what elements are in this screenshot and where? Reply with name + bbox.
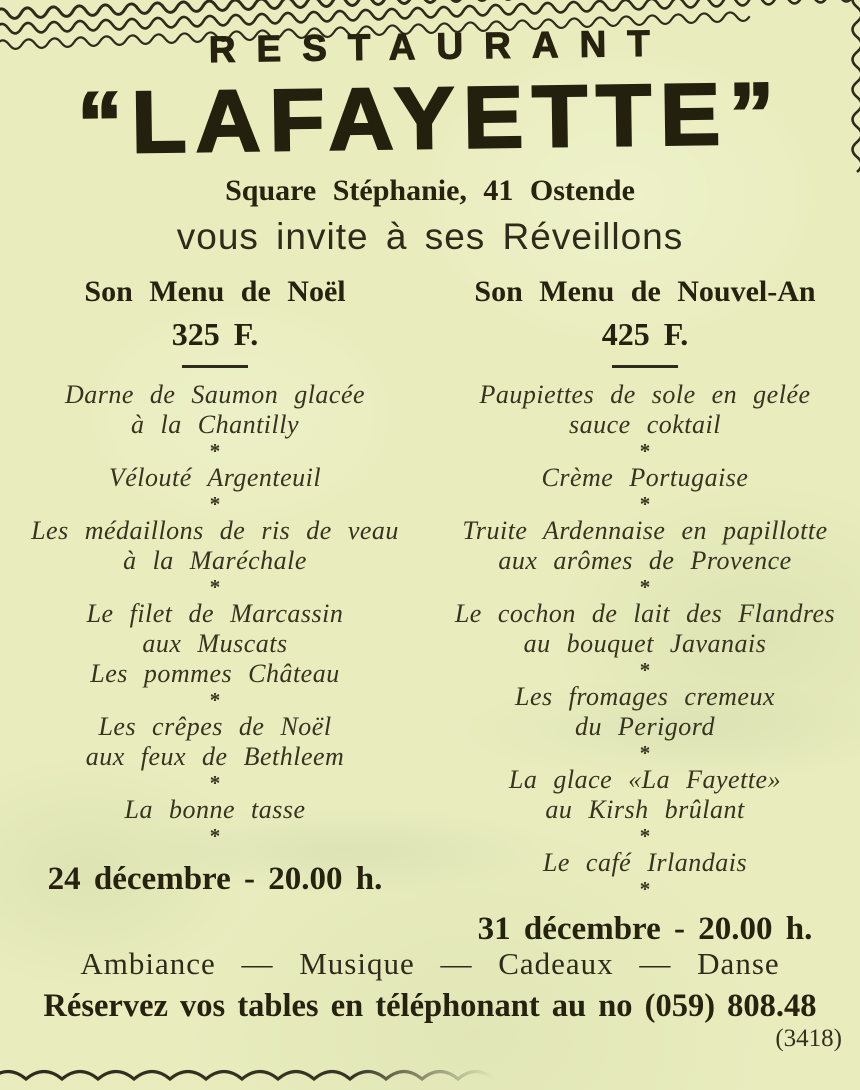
dish-line: aux feux de Bethleem	[85, 742, 345, 771]
menu-nouvel-an	[430, 274, 860, 950]
asterisk-separator: *	[639, 824, 651, 848]
bottom-border-wave	[0, 1072, 494, 1080]
dish-line: Le filet de Marcassin	[86, 599, 344, 628]
menu-nouvel-an-dishes	[430, 380, 860, 901]
dish-line: à la Chantilly	[131, 410, 299, 439]
menu-noel-dishes	[0, 380, 430, 848]
dish-line: Crème Portugaise	[541, 463, 749, 492]
dish-line: La bonne tasse	[124, 795, 306, 824]
price-underline	[612, 365, 678, 368]
ad-reference-number: (3418)	[775, 1025, 842, 1052]
dish	[430, 380, 860, 440]
invitation-line: vous invite à ses Réveillons	[176, 216, 684, 257]
dish-line: Paupiettes de sole en gelée	[479, 380, 811, 409]
dish-line: Vélouté Argenteuil	[108, 463, 322, 492]
features-line: Ambiance — Musique — Cadeaux — Danse	[80, 946, 780, 981]
dish-line: du Perigord	[575, 712, 715, 741]
dish	[430, 599, 860, 659]
dish	[430, 848, 860, 878]
dish-line: Darne de Saumon glacée	[64, 380, 366, 409]
dish-line: Les crêpes de Noël	[98, 712, 332, 741]
asterisk-separator: *	[209, 575, 221, 599]
restaurant-address: Square Stéphanie, 41 Ostende	[225, 174, 635, 207]
dish	[0, 712, 430, 772]
asterisk-separator: *	[209, 824, 221, 848]
dish	[0, 380, 430, 440]
asterisk-separator: *	[639, 439, 651, 463]
dish-line: Le café Irlandais	[542, 848, 748, 877]
dish	[430, 682, 860, 742]
asterisk-separator: *	[209, 771, 221, 795]
dish-line: Truite Ardennaise en papillotte	[462, 516, 828, 545]
asterisk-separator: *	[639, 575, 651, 599]
dish	[0, 463, 430, 493]
menu-nouvel-an-title: Son Menu de Nouvel-An	[474, 275, 816, 308]
menu-noel-price: 325 F.	[171, 316, 259, 352]
dish-line: au Kirsh brûlant	[545, 795, 745, 824]
restaurant-name: “LAFAYETTE”	[76, 65, 784, 173]
price-underline	[182, 365, 248, 368]
menu-nouvel-an-price: 425 F.	[601, 316, 689, 352]
dish	[0, 599, 430, 689]
dish-line: Les fromages cremeux	[514, 682, 776, 711]
menus-columns	[0, 274, 860, 950]
dish-line: au bouquet Javanais	[523, 629, 767, 658]
restaurant-kicker: RESTAURANT	[208, 22, 672, 71]
dish	[430, 765, 860, 825]
dish-line: Les pommes Château	[90, 659, 340, 688]
reservation-line: Réservez vos tables en téléphonant au no (059) 808.48	[43, 988, 817, 1024]
dish	[430, 463, 860, 493]
menu-nouvel-an-date: 31 décembre - 20.00 h.	[477, 911, 813, 947]
dish-line: Le cochon de lait des Flandres	[454, 599, 836, 628]
asterisk-separator: *	[639, 492, 651, 516]
dish-line: à la Maréchale	[123, 546, 307, 575]
menu-noel	[0, 274, 430, 950]
dish-line: La glace «La Fayette»	[508, 765, 782, 794]
asterisk-separator: *	[639, 658, 651, 682]
menu-noel-title: Son Menu de Noël	[84, 275, 346, 308]
asterisk-separator: *	[209, 492, 221, 516]
dish	[430, 516, 860, 576]
dish-line: sauce coktail	[569, 410, 721, 439]
asterisk-separator: *	[209, 439, 221, 463]
asterisk-separator: *	[639, 877, 651, 901]
asterisk-separator: *	[209, 688, 221, 712]
menu-noel-date: 24 décembre - 20.00 h.	[47, 861, 383, 897]
asterisk-separator: *	[639, 741, 651, 765]
dish-line: aux Muscats	[142, 629, 288, 658]
dish	[0, 795, 430, 825]
masthead	[0, 20, 860, 173]
dish-line: aux arômes de Provence	[498, 546, 792, 575]
dish-line: Les médaillons de ris de veau	[31, 516, 399, 545]
dish	[0, 516, 430, 576]
